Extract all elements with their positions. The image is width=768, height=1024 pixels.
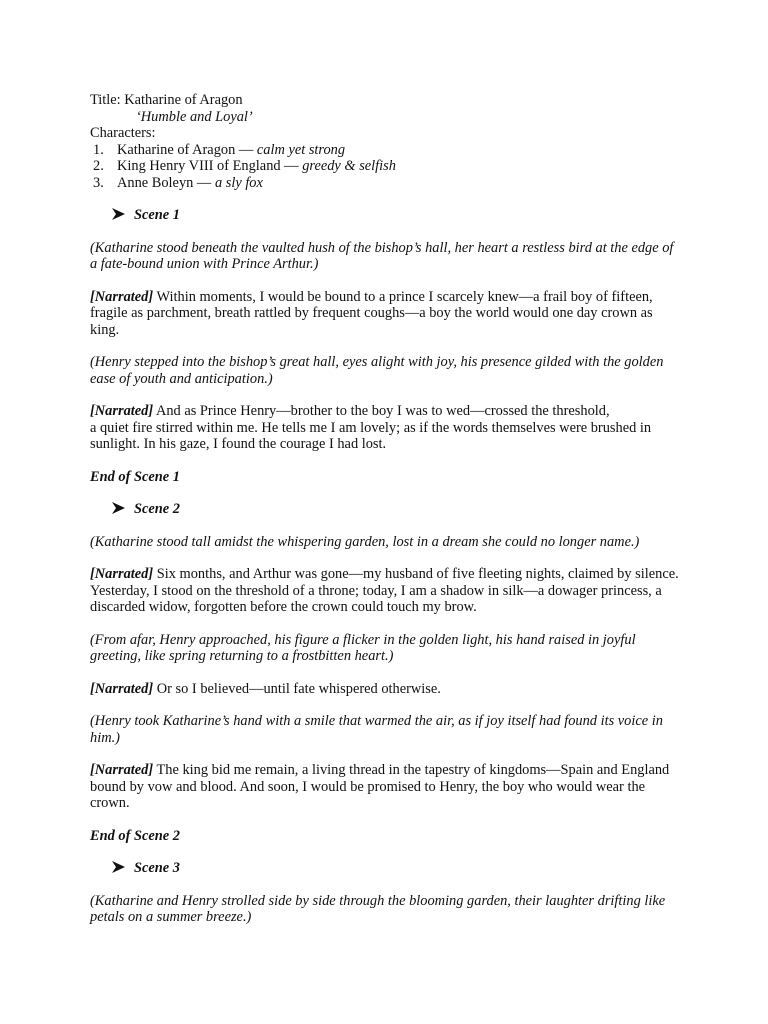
stage-direction: (Katharine stood beneath the vaulted hush of the bishop’s hall, her heart a restless bird at the edge of a fate-bound union with Prince Arthur.) <box>90 239 674 272</box>
scene-heading-label: Scene 3 <box>134 860 180 876</box>
arrowhead-bullet-icon <box>112 207 134 224</box>
list-number: 1. <box>93 141 104 158</box>
narration-text: Six months, and Arthur was gone—my husband of five fleeting nights, claimed by silence. Yesterday, I stood on the threshold of a throne; today, I am a shadow in silk—a dowager princess, a discarded widow, forgotten before the crown could touch my brow. <box>90 566 679 615</box>
scene-end-label: End of Scene 1 <box>90 468 180 485</box>
narration-paragraph <box>90 289 680 339</box>
scene-heading-label: Scene 1 <box>134 207 180 223</box>
stage-direction: (Henry stepped into the bishop’s great hall, eyes alight with joy, his presence gilded with the golden ease of youth and anticipation.) <box>90 354 664 387</box>
narration-text: Within moments, I would be bound to a prince I scarcely knew—a frail boy of fifteen, fragile as parchment, breath rattled by frequent coughs—a boy the world would one day crown as king. <box>90 288 653 338</box>
character-description: calm yet strong <box>256 141 346 158</box>
list-item <box>90 158 680 175</box>
characters-list <box>90 142 680 192</box>
list-item <box>90 142 680 159</box>
document-subtitle: ‘Humble and Loyal’ <box>136 108 253 125</box>
characters-label: Characters: <box>90 125 156 141</box>
list-number: 2. <box>93 158 104 174</box>
stage-direction: (From afar, Henry approached, his figure a flicker in the golden light, his hand raised in joyful greeting, like spring returning to a frostbitten heart.) <box>90 631 636 664</box>
narration-paragraph <box>90 762 680 812</box>
stage-direction: (Katharine and Henry strolled side by side through the blooming garden, their laughter drifting like petals on a summer breeze.) <box>90 892 666 925</box>
character-name: Anne Boleyn — <box>117 174 215 191</box>
narration-text: Or so I believed—until fate whispered otherwise. <box>153 680 441 697</box>
stage-direction: (Henry took Katharine’s hand with a smile that warmed the air, as if joy itself had found its voice in him.) <box>90 713 663 746</box>
list-item <box>90 175 680 192</box>
narration-text: a quiet fire stirred within me. He tells me I am lovely; as if the words themselves were brushed in sunlight. In his gaze, I found the courage I had lost. <box>90 419 652 452</box>
narrated-tag: [Narrated] <box>90 680 154 697</box>
narration-paragraph <box>90 566 680 616</box>
narration-paragraph <box>90 681 680 698</box>
narration-text: The king bid me remain, a living thread in the tapestry of kingdoms—Spain and England bound by vow and blood. And soon, I would be promised to Henry, the boy who would wear the crown. <box>90 762 670 811</box>
scene-heading <box>90 860 680 877</box>
stage-direction: (Katharine stood tall amidst the whispering garden, lost in a dream she could no longer name.) <box>90 533 640 550</box>
document-title: Title: Katharine of Aragon <box>90 92 243 108</box>
document-page <box>90 92 680 926</box>
narrated-tag: [Narrated] <box>90 403 154 419</box>
narrated-tag: [Narrated] <box>90 288 154 305</box>
character-name: Katharine of Aragon — <box>117 141 257 158</box>
scene-end-label: End of Scene 2 <box>90 827 180 844</box>
character-description: a sly fox <box>214 174 263 191</box>
character-description: greedy & selfish <box>302 158 396 174</box>
arrowhead-bullet-icon <box>112 501 134 518</box>
arrowhead-bullet-icon <box>112 860 134 877</box>
scene-heading <box>90 207 680 224</box>
character-name: King Henry VIII of England — <box>117 158 303 174</box>
narrated-tag: [Narrated] <box>90 762 154 778</box>
scene-heading <box>90 501 680 518</box>
narration-paragraph <box>90 403 680 453</box>
scene-heading-label: Scene 2 <box>134 501 180 517</box>
list-number: 3. <box>93 174 104 191</box>
narrated-tag: [Narrated] <box>90 566 154 582</box>
narration-text: And as Prince Henry—brother to the boy I was to wed—crossed the threshold, <box>153 403 610 419</box>
